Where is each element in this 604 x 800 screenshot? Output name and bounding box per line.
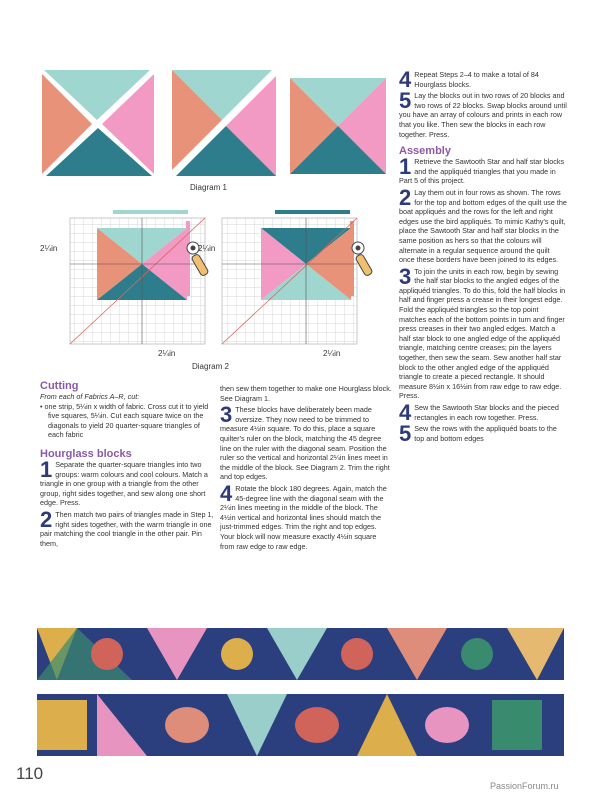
step-number: 2 (40, 506, 53, 532)
step-number: 4 (399, 67, 412, 92)
step-text: Then match two pairs of triangles made in Step 1, right sides together, with the warm triangle in one pair matching the cool triangle in the other pair. Pin them, (40, 509, 214, 548)
step-number: 3 (220, 402, 233, 428)
hourglass-step-2 (40, 506, 216, 548)
step-text: These blocks have deliberately been made oversize. They now need to be trimmed to measure 4½in square. To do this, place a square quilter's ruler on the block, matching the 45 degree line on the ruler with the diagonal seam. Position the ruler so the vertical and horizontal 2¼in lines meet in the middle of the block. See Diagram 2. Trim the right and top edges. (220, 405, 390, 482)
step-text: Sew the rows with the appliquéd boats to the top and bottom edges (414, 424, 557, 443)
diagram-1 (40, 68, 390, 178)
step-number: 4 (220, 480, 233, 506)
col2-step-3 (220, 402, 392, 482)
diagram-2 (38, 206, 394, 358)
step-number: 2 (399, 184, 412, 210)
assembly-step-4 (399, 400, 567, 425)
page-number: 110 (16, 764, 44, 783)
col3-step-5 (399, 88, 567, 139)
column-3 (399, 67, 567, 447)
step-number: 5 (399, 88, 412, 114)
step-text: Lay them out in four rows as shown. The rows for the top and bottom edges of the quilt use the boat appliqués and the rows for the left and right edges use the bird appliqués. To mimic Kathy's quilt, place the Sawtooth Star and half star blocks in the same position as hers so that the colours will alternate in a regular sequence around the quilt once these borders have been joined to its edges. (399, 187, 567, 265)
assembly-step-2 (399, 184, 567, 265)
col2-step-4 (220, 480, 392, 551)
watermark: PassionForum.ru (490, 781, 559, 791)
step-number: 4 (399, 400, 412, 425)
diagram-2-right (222, 210, 373, 344)
assembly-heading: Assembly (399, 145, 451, 158)
step-text: Separate the quarter-square triangles into two groups: warm colours and cool colours. Match a triangle in one group with a triangle from the other group, right sides together, and sew along one short edge. Press. (40, 459, 208, 508)
hourglass-partial-2 (172, 70, 276, 176)
diagram-2-caption: Diagram 2 (192, 362, 229, 371)
diagram-2-left-label: 2¼in (40, 244, 58, 253)
step-text: Rotate the block 180 degrees. Again, match the 45-degree line with the diagonal seam with the 2¼in lines meeting in the middle of the block. The 4½in vertical and horizontal lines should match the just-trimmed edges. Trim the right and top edges. Your block will now measure exactly 4½in square from raw edge to raw edge. (220, 483, 387, 551)
cutting-heading: Cutting (40, 380, 79, 392)
quilt-border-photo-top (37, 628, 564, 680)
step-text: Retrieve the Sawtooth Star and half star blocks and the appliquéd triangles that you made in Part 5 of this project. (399, 157, 565, 186)
col3-step-4 (399, 67, 567, 92)
cutting-intro: From each of Fabrics A–R, cut: (40, 392, 140, 401)
hourglass-exploded-1 (42, 70, 154, 176)
step-text: Repeat Steps 2–4 to make a total of 84 Hourglass blocks. (414, 70, 539, 89)
diagram-1-caption: Diagram 1 (190, 183, 227, 192)
step-number: 3 (399, 263, 412, 289)
step-number: 5 (399, 421, 412, 447)
step-text: Sew the Sawtooth Star blocks and the pieced rectangles in each row together. Press. (414, 403, 559, 422)
column-2 (220, 384, 392, 551)
assembly-step-1 (399, 154, 567, 186)
step-text: To join the units in each row, begin by sewing the half star blocks to the angled edges of the appliquéd triangles. To do this, fold the half blocks in half and finger press a crease in their longest edge. Fold the appliquéd triangles so the top point matches each of the bottom points in turn and finger press creases in their two angled edges. Match a half star block to one angled edge of the appliquéd triangle, matching centre creases; pin the layers together, then sew the seam. Sew another half star block to the other angled edge of the appliquéd triangle to create a pieced rectangle. It should measure 8½in x 16½in from raw edge to raw edge. Press. (399, 266, 566, 401)
diagram-2-left-label-2: 2¼in (198, 244, 216, 253)
assembly-step-3 (399, 263, 567, 401)
quilt-border-photo-bottom (37, 694, 564, 756)
cutting-bullet: • one strip, 5¼in x width of fabric. Cross cut it to yield five squares, 5¼in. Cut each square twice on the diagonals to yield 20 quarter-square triangles of each fabric (40, 401, 209, 440)
step-text: Lay the blocks out in two rows of 20 blocks and two rows of 22 blocks. Swap blocks around until you have an array of colours and prints in each row that you like. Then sew the blocks in each row together. Press. (399, 91, 567, 139)
step-number: 1 (40, 456, 53, 482)
hourglass-step-1 (40, 456, 216, 508)
diagram-2-bottom-label-2: 2¼in (323, 349, 341, 358)
column-1 (40, 380, 216, 548)
assembly-step-5 (399, 421, 567, 447)
hourglass-complete-3 (290, 78, 386, 174)
hourglass-heading: Hourglass blocks (40, 447, 132, 460)
diagram-2-bottom-label: 2¼in (158, 349, 176, 358)
col2-continuation: then sew them together to make one Hourglass block. See Diagram 1. (220, 384, 392, 403)
step-number: 1 (399, 154, 412, 180)
diagram-2-left (70, 210, 209, 344)
